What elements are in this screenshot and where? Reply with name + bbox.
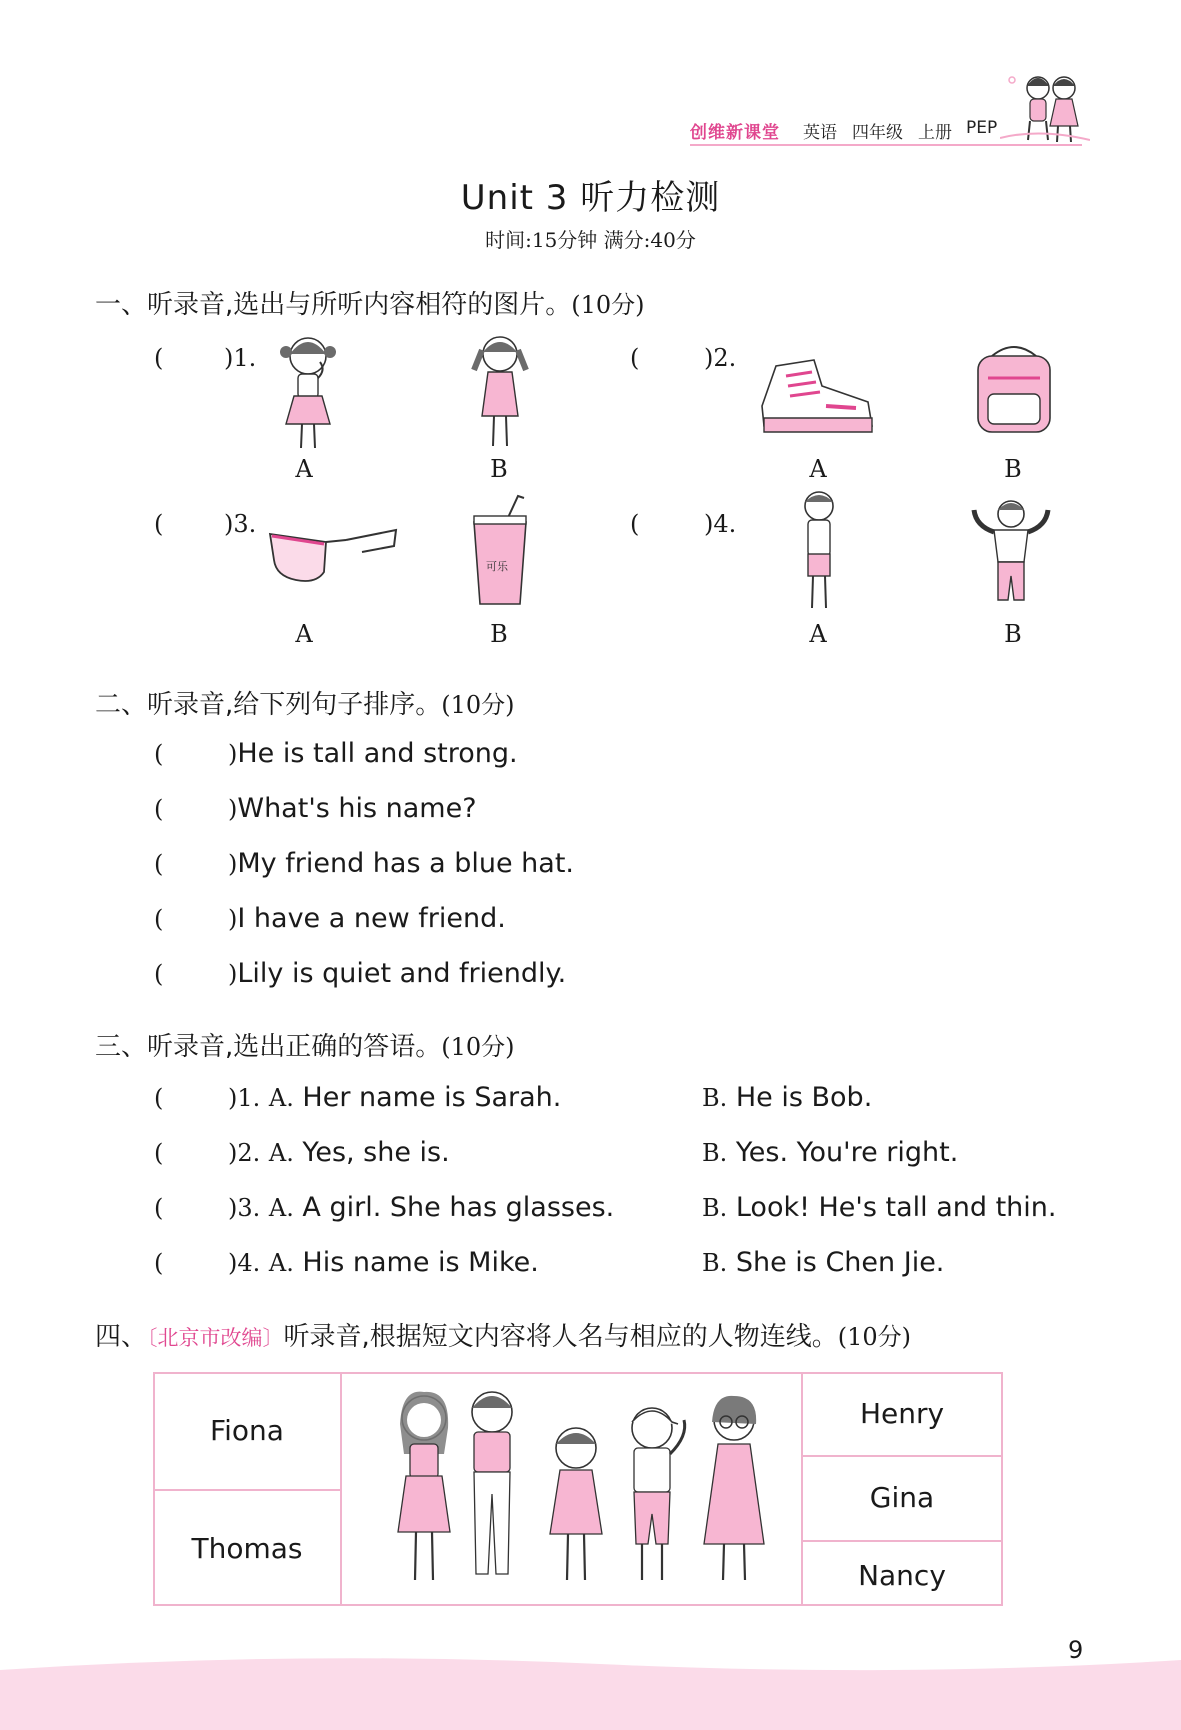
answer-blank[interactable]: ( xyxy=(154,1194,164,1222)
thin-boy-picture xyxy=(794,488,844,616)
section4-score: (10分) xyxy=(837,1323,912,1351)
girl-with-glasses-figure xyxy=(704,1396,764,1580)
answer-blank[interactable]: ( xyxy=(154,850,164,878)
option-b-label: B xyxy=(1004,455,1022,483)
option-b-label: B xyxy=(490,455,508,483)
table-divider xyxy=(801,1455,1003,1457)
section1-score: (10分) xyxy=(571,291,645,319)
option-b-text: Yes. You're right. xyxy=(735,1137,959,1168)
time-score-info: 时间:15分钟 满分:40分 xyxy=(485,228,696,252)
option-b-label: B. xyxy=(702,1139,728,1167)
option-b-label: B. xyxy=(702,1194,728,1222)
answer-blank[interactable]: ( xyxy=(154,1249,164,1277)
section2-score: (10分) xyxy=(441,691,515,719)
girl-long-hair-figure xyxy=(398,1392,450,1580)
answer-blank[interactable]: ( xyxy=(154,905,164,933)
name-gina[interactable]: Gina xyxy=(869,1481,935,1514)
volume-label: 上册 xyxy=(918,123,952,143)
answer-blank[interactable]: ( xyxy=(154,1084,164,1112)
header-kids-icon xyxy=(1000,68,1090,148)
section2-heading xyxy=(95,684,515,721)
page-title: Unit 3 听力检测 xyxy=(460,178,721,218)
cola-cup-picture xyxy=(466,492,534,610)
answer-blank[interactable]: ( xyxy=(154,510,164,538)
strong-boy-picture xyxy=(966,496,1056,612)
option-b-text: She is Chen Jie. xyxy=(735,1247,945,1278)
section3-score: (10分) xyxy=(441,1033,515,1061)
answer-blank[interactable]: ( xyxy=(154,795,164,823)
sentence-text: What's his name? xyxy=(237,793,477,824)
option-a-text: Yes, she is. xyxy=(302,1137,450,1168)
option-a-text: A girl. She has glasses. xyxy=(302,1192,615,1223)
girl-standing-picture xyxy=(460,330,540,456)
section4-heading xyxy=(95,1316,911,1353)
option-a-label: A xyxy=(295,455,313,483)
option-b-label: B xyxy=(1004,620,1022,648)
answer-blank[interactable]: ( xyxy=(154,960,164,988)
section1-title: 一、听录音,选出与所听内容相符的图片。 xyxy=(95,290,572,320)
question-number: )2. xyxy=(704,344,737,372)
sentence-text: He is tall and strong. xyxy=(237,738,518,769)
option-b-text: Look! He's tall and thin. xyxy=(735,1192,1057,1223)
cola-cup-label: 可乐 xyxy=(486,560,508,573)
table-divider xyxy=(801,1540,1003,1542)
answer-blank[interactable]: ( xyxy=(154,1139,164,1167)
answer-blank[interactable]: ( xyxy=(630,510,640,538)
question-number: )2. xyxy=(228,1139,261,1167)
option-b-label: B. xyxy=(702,1249,728,1277)
section4-title: 听录音,根据短文内容将人名与相应的人物连线。 xyxy=(283,1322,838,1352)
sentence-text: I have a new friend. xyxy=(237,903,506,934)
option-a-label: A. xyxy=(268,1249,294,1277)
series-brand: 创维新课堂 xyxy=(690,123,780,143)
girl-talking-picture xyxy=(268,330,348,456)
option-a-label: A. xyxy=(268,1194,294,1222)
option-b-text: He is Bob. xyxy=(735,1082,873,1113)
section2-title: 二、听录音,给下列句子排序。 xyxy=(95,690,442,720)
option-a-text: Her name is Sarah. xyxy=(302,1082,562,1113)
backpack-picture xyxy=(964,338,1064,438)
section3-heading xyxy=(95,1026,515,1063)
name-henry[interactable]: Henry xyxy=(859,1397,945,1430)
section3-title: 三、听录音,选出正确的答语。 xyxy=(95,1032,442,1062)
boy-with-cap-figure xyxy=(632,1408,685,1580)
answer-blank[interactable]: ( xyxy=(630,344,640,372)
section1-heading xyxy=(95,284,645,321)
sentence-text: My friend has a blue hat. xyxy=(237,848,574,879)
subject-label: 英语 xyxy=(803,123,837,143)
five-children-picture xyxy=(372,1384,782,1598)
edition-label: PEP xyxy=(966,118,998,138)
name-thomas[interactable]: Thomas xyxy=(191,1532,303,1565)
question-number: )1. xyxy=(224,344,257,372)
option-a-text: His name is Mike. xyxy=(302,1247,539,1278)
option-b-label: B. xyxy=(702,1084,728,1112)
name-nancy[interactable]: Nancy xyxy=(858,1559,946,1592)
option-b-label: B xyxy=(490,620,508,648)
name-fiona[interactable]: Fiona xyxy=(210,1414,284,1447)
question-number: )4. xyxy=(228,1249,261,1277)
option-a-label: A xyxy=(809,620,827,648)
option-a-label: A xyxy=(295,620,313,648)
sneakers-picture xyxy=(756,346,880,446)
source-tag: 〔北京市改编〕 xyxy=(147,1326,284,1350)
footer-band xyxy=(0,1650,1181,1730)
tall-boy-figure xyxy=(472,1392,512,1574)
question-number: )4. xyxy=(704,510,737,538)
answer-blank[interactable]: ( xyxy=(154,740,164,768)
small-girl-figure xyxy=(550,1428,602,1580)
question-number: )1. xyxy=(228,1084,261,1112)
table-divider xyxy=(153,1489,341,1491)
grade-label: 四年级 xyxy=(852,123,903,143)
question-number: )3. xyxy=(228,1194,261,1222)
sentence-text: Lily is quiet and friendly. xyxy=(237,958,567,989)
answer-blank[interactable]: ( xyxy=(154,344,164,372)
glasses-picture xyxy=(266,524,402,588)
section4-number: 四、 xyxy=(95,1322,148,1352)
page-number: 9 xyxy=(1068,1636,1084,1664)
option-a-label: A. xyxy=(268,1139,294,1167)
option-a-label: A xyxy=(809,455,827,483)
question-number: )3. xyxy=(224,510,257,538)
option-a-label: A. xyxy=(268,1084,294,1112)
